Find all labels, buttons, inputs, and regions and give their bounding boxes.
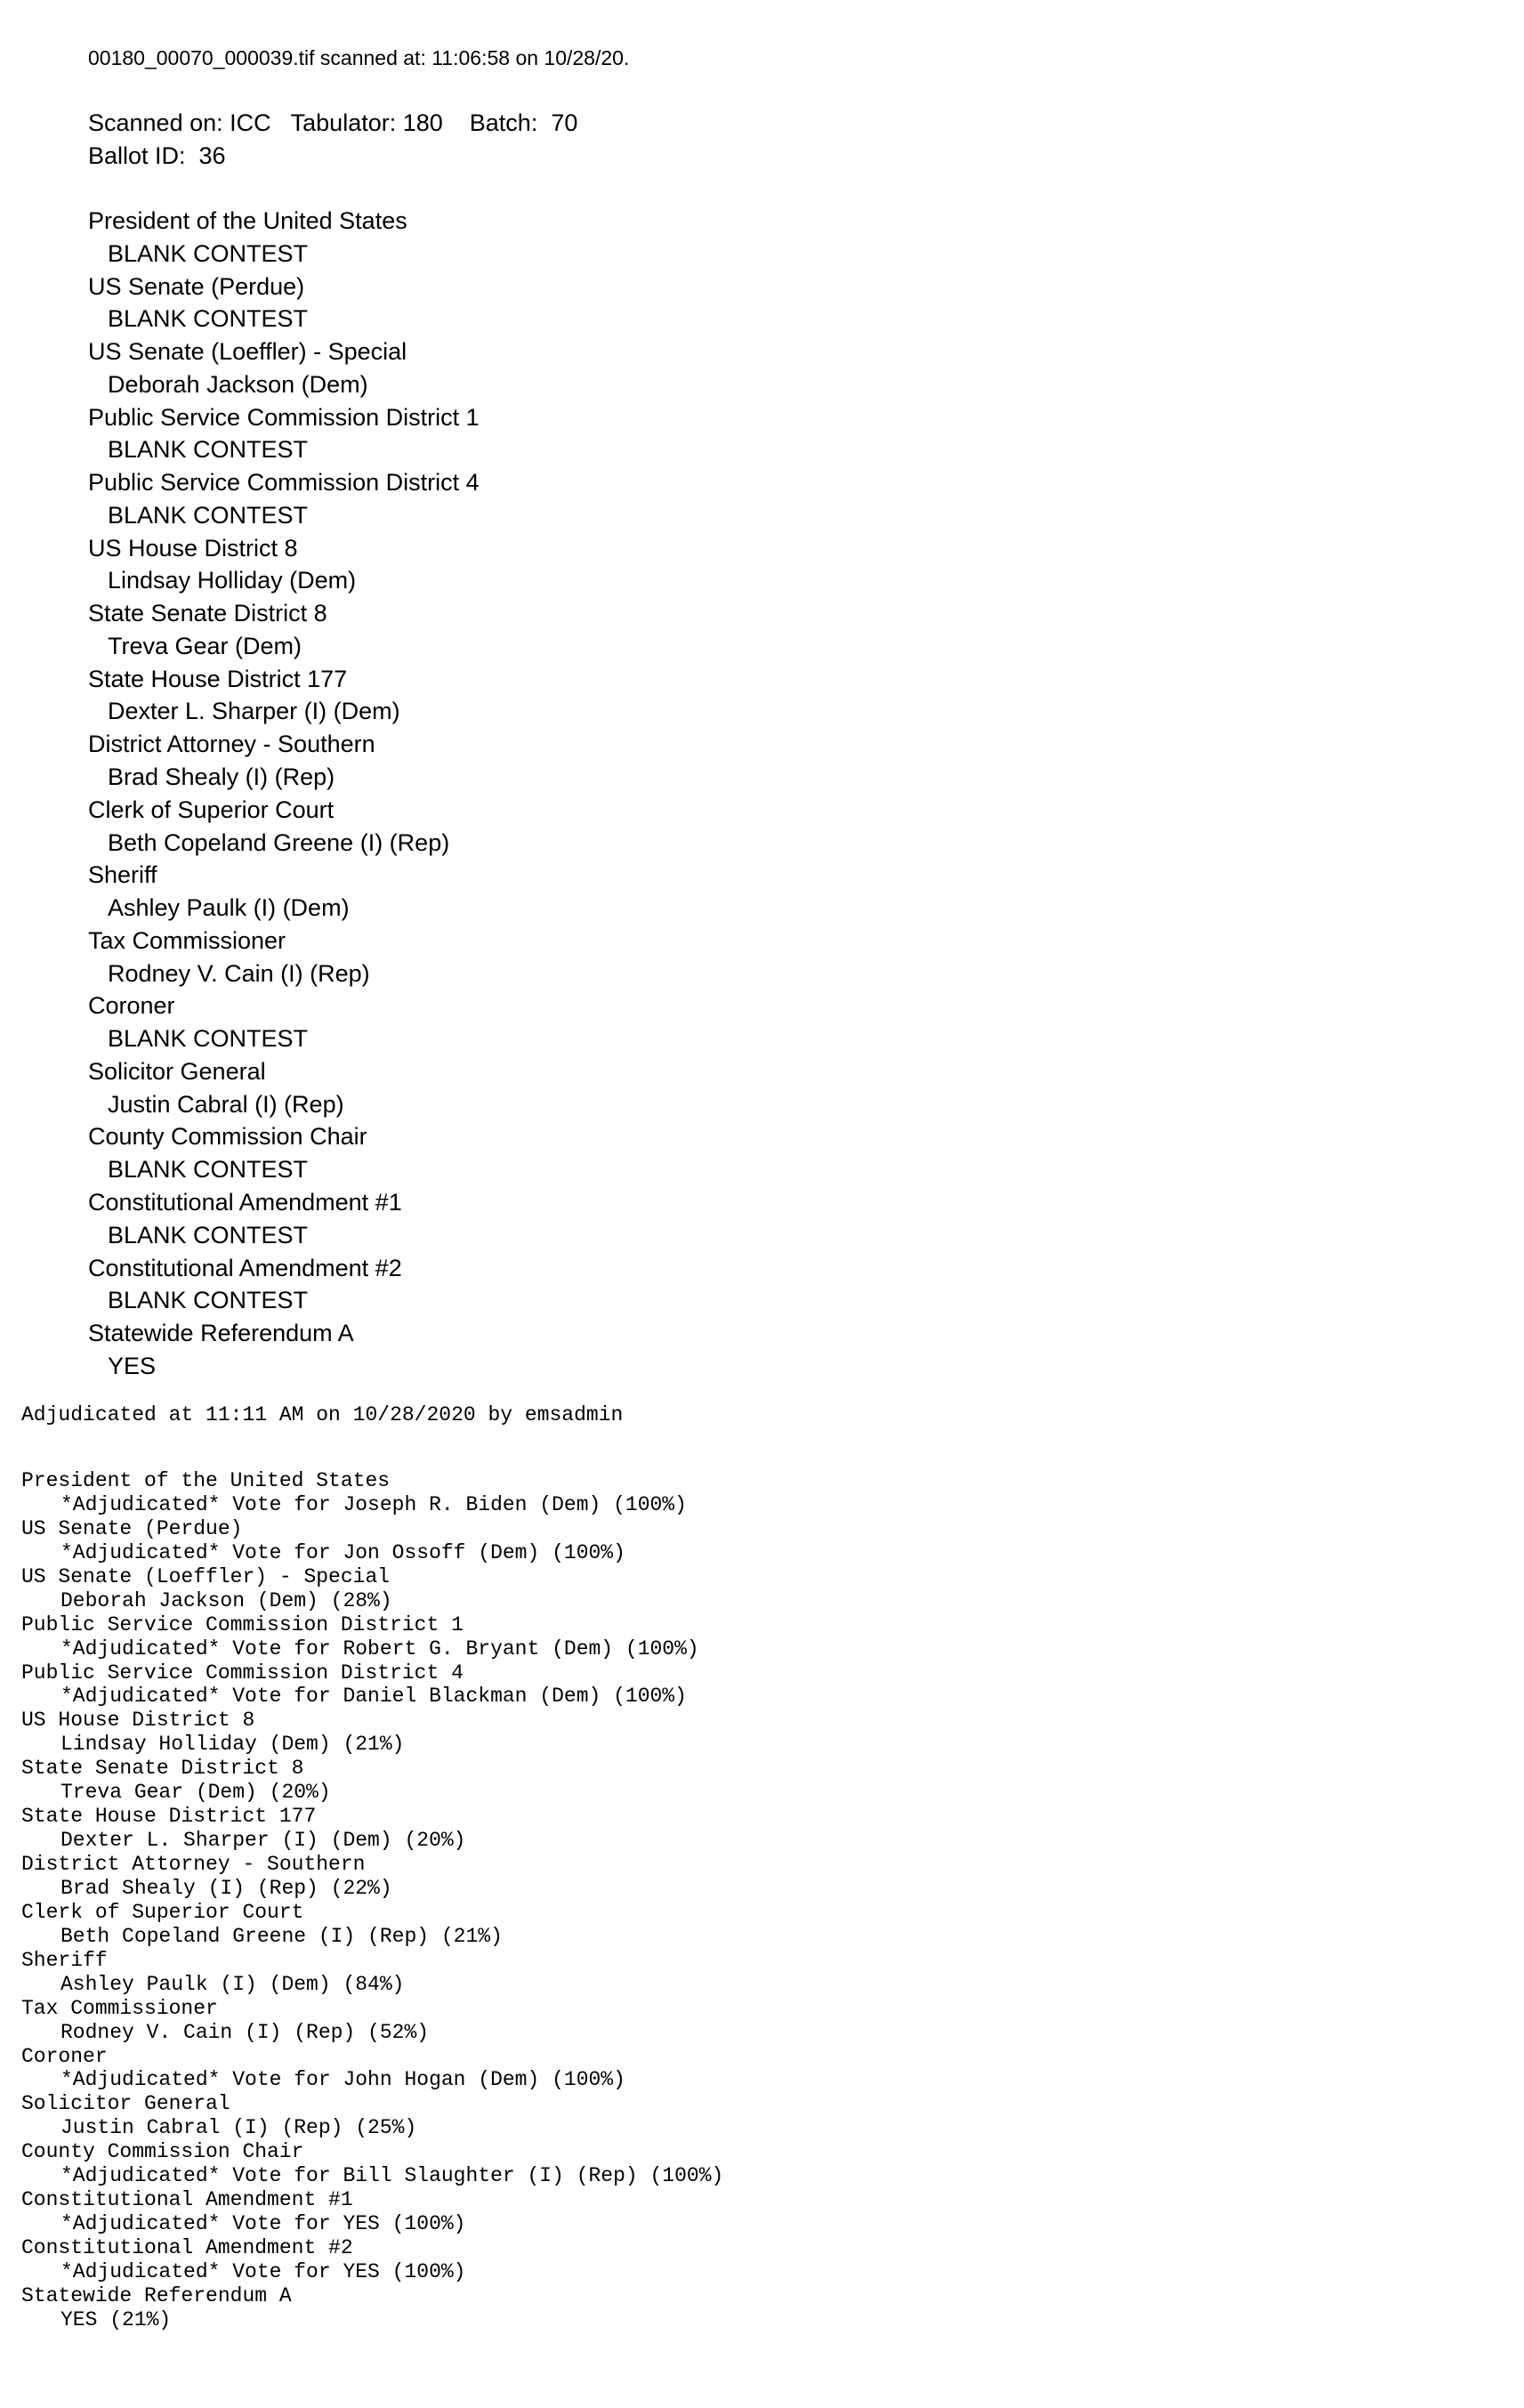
adjudication-contest-title: County Commission Chair [21,2140,304,2164]
scan-contest-choice: BLANK CONTEST [108,239,309,267]
adjudication-contest-list [21,1469,1489,2332]
adjudication-contest-choice: Lindsay Holliday (Dem) (21%) [60,1733,405,1757]
scan-contest-list [88,205,1423,1383]
scan-contest-title: President of the United States [88,207,407,234]
spacer [88,173,1423,205]
adjudication-contest-choice: Rodney V. Cain (I) (Rep) (52%) [60,2020,430,2044]
adjudication-contest-title: President of the United States [21,1469,391,1492]
scan-contest-choice: Deborah Jackson (Dem) [108,370,368,398]
scan-contest-choice: BLANK CONTEST [108,501,309,529]
adjudication-contest-choice: *Adjudicated* Vote for YES (100%) [60,2259,466,2283]
scan-contest-choice: Lindsay Holliday (Dem) [108,567,357,594]
scan-contest-choice: BLANK CONTEST [108,1221,309,1248]
scan-contest-choice: Rodney V. Cain (I) (Rep) [108,959,370,987]
scan-section [88,43,1423,1383]
scan-contest-title: Sheriff [88,861,157,889]
adjudication-contest-choice: Beth Copeland Greene (I) (Rep) (21%) [60,1924,503,1948]
scan-contest-title: US House District 8 [88,534,298,562]
scan-contest-title: Coroner [88,992,175,1020]
adjudication-contest-title: Tax Commissioner [21,1996,218,2020]
spacer [21,1428,1489,1469]
adjudication-header: Adjudicated at 11:11 AM on 10/28/2020 by emsadmin [21,1403,624,1426]
adjudication-contest-choice: *Adjudicated* Vote for John Hogan (Dem) (100%) [60,2068,625,2092]
adjudication-contest-title: Coroner [21,2044,108,2068]
adjudication-contest-choice: *Adjudicated* Vote for Robert G. Bryant (Dem) (100%) [60,1636,699,1661]
adjudication-contest-choice: Justin Cabral (I) (Rep) (25%) [60,2116,417,2140]
adjudication-contest-choice: Dexter L. Sharper (I) (Dem) (20%) [60,1829,466,1853]
scan-contest-choice: Justin Cabral (I) (Rep) [108,1090,344,1118]
adjudication-contest-choice: *Adjudicated* Vote for Daniel Blackman (Dem) (100%) [60,1685,687,1709]
scan-contest-choice: Treva Gear (Dem) [108,632,302,659]
adjudication-contest-title: Constitutional Amendment #2 [21,2236,353,2259]
scan-contest-title: US Senate (Loeffler) - Special [88,338,407,366]
scan-info: Scanned on: ICC Tabulator: 180 Batch: 70 [88,109,578,136]
adjudication-contest-title: Clerk of Superior Court [21,1900,304,1924]
scan-contest-title: Constitutional Amendment #2 [88,1254,402,1281]
scan-contest-title: Clerk of Superior Court [88,796,335,823]
scan-contest-title: State House District 177 [88,665,348,692]
spacer [88,73,1423,107]
adjudication-contest-choice: YES (21%) [60,2307,172,2331]
adjudication-contest-choice: *Adjudicated* Vote for Bill Slaughter (I) (Rep) (100%) [60,2164,724,2188]
scan-contest-title: Solicitor General [88,1057,266,1085]
scan-contest-title: State Senate District 8 [88,600,327,627]
scan-contest-title: US Senate (Perdue) [88,272,305,300]
adjudication-contest-title: Solicitor General [21,2092,230,2116]
scan-contest-choice: BLANK CONTEST [108,436,309,464]
adjudication-contest-title: US House District 8 [21,1709,255,1733]
adjudication-contest-choice: Deborah Jackson (Dem) (28%) [60,1588,392,1612]
scan-contest-choice: BLANK CONTEST [108,1025,309,1053]
scan-contest-choice: YES [108,1352,157,1379]
scan-contest-choice: BLANK CONTEST [108,1287,309,1314]
adjudication-contest-choice: Brad Shealy (I) (Rep) (22%) [60,1876,392,1900]
adjudication-contest-choice: *Adjudicated* Vote for Jon Ossoff (Dem) (100%) [60,1540,625,1564]
adjudication-contest-title: State House District 177 [21,1805,317,1829]
adjudication-contest-title: US Senate (Perdue) [21,1516,243,1540]
adjudication-contest-title: US Senate (Loeffler) - Special [21,1564,391,1588]
scan-contest-title: County Commission Chair [88,1123,367,1151]
scan-contest-choice: Beth Copeland Greene (I) (Rep) [108,828,450,856]
adjudication-contest-title: Statewide Referendum A [21,2283,292,2307]
scan-contest-choice: Ashley Paulk (I) (Dem) [108,894,350,922]
scan-contest-choice: Dexter L. Sharper (I) (Dem) [108,698,400,725]
adjudication-contest-choice: *Adjudicated* Vote for Joseph R. Biden (Dem) (100%) [60,1492,687,1516]
adjudication-contest-title: Public Service Commission District 4 [21,1661,464,1685]
adjudication-contest-title: Public Service Commission District 1 [21,1612,464,1636]
ballot-id: Ballot ID: 36 [88,142,226,169]
scan-contest-title: Statewide Referendum A [88,1320,354,1347]
adjudication-contest-title: State Senate District 8 [21,1757,304,1781]
adjudication-contest-title: Constitutional Amendment #1 [21,2188,353,2212]
adjudication-contest-choice: Ashley Paulk (I) (Dem) (84%) [60,1972,405,1996]
adjudication-contest-choice: Treva Gear (Dem) (20%) [60,1781,331,1805]
adjudication-section [21,1402,1489,2332]
scan-header: 00180_00070_000039.tif scanned at: 11:06:58 on 10/28/20. [88,46,630,69]
adjudication-contest-title: Sheriff [21,1948,108,1972]
scan-contest-choice: Brad Shealy (I) (Rep) [108,764,335,791]
scan-contest-choice: BLANK CONTEST [108,305,309,333]
scan-contest-title: Tax Commissioner [88,926,286,954]
scan-contest-choice: BLANK CONTEST [108,1156,309,1184]
adjudication-contest-choice: *Adjudicated* Vote for YES (100%) [60,2212,466,2236]
scan-contest-title: Constitutional Amendment #1 [88,1188,402,1216]
scan-contest-title: District Attorney - Southern [88,731,375,758]
scan-contest-title: Public Service Commission District 1 [88,403,480,431]
scan-contest-title: Public Service Commission District 4 [88,469,480,497]
adjudication-contest-title: District Attorney - Southern [21,1853,366,1876]
